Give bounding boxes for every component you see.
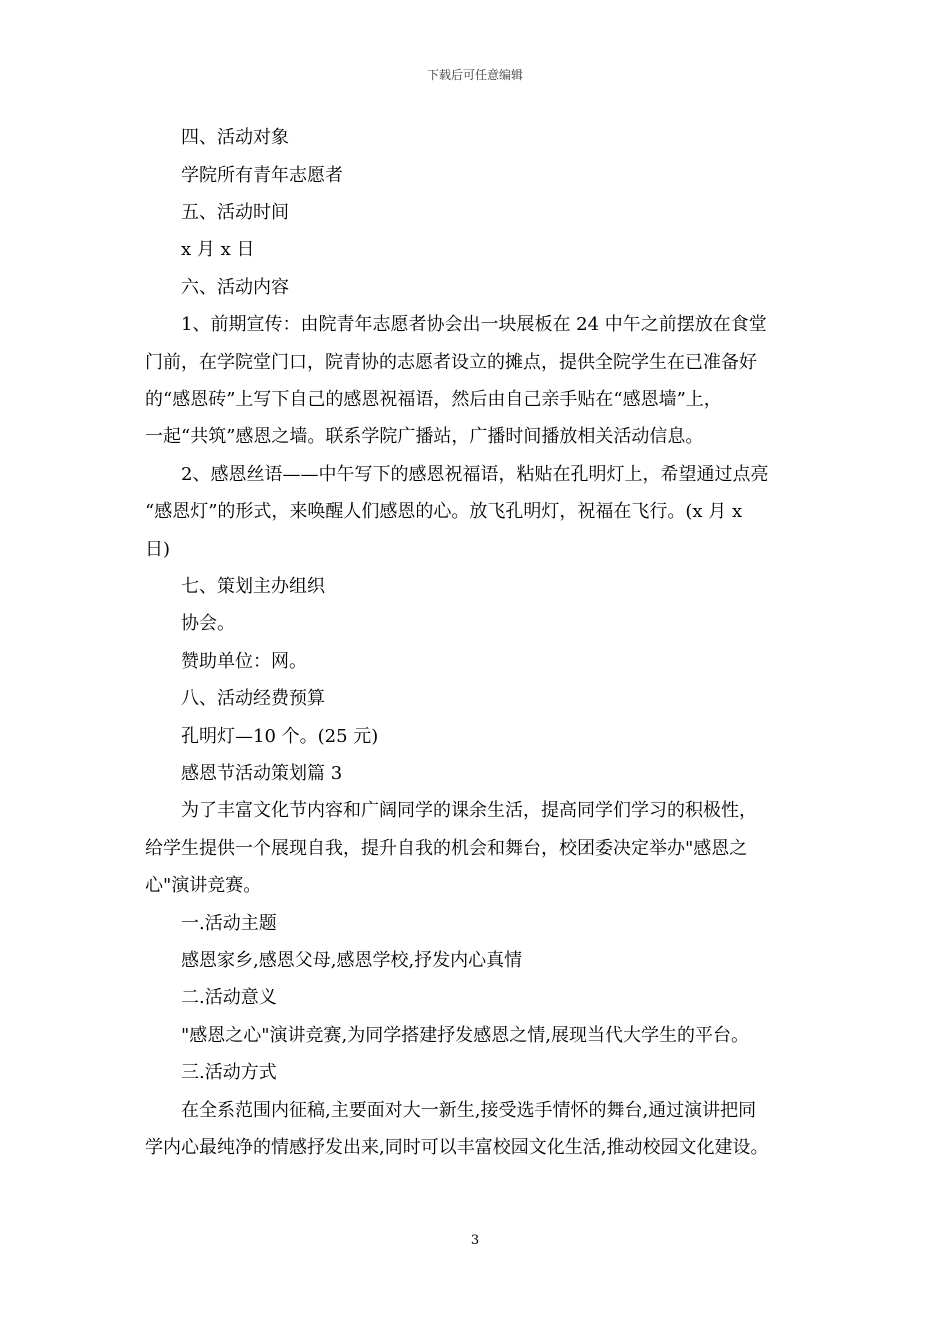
section-text: "感恩之心"演讲竞赛,为同学搭建抒发感恩之情,展现当代大学生的平台。: [181, 1025, 749, 1046]
paragraph-line: “感恩灯”的形式，来唤醒人们感恩的心。放飞孔明灯，祝福在飞行。(x 月 x: [145, 501, 743, 522]
paragraph-line: 2、感恩丝语——中午写下的感恩祝福语，粘贴在孔明灯上，希望通过点亮: [181, 464, 769, 485]
paragraph-line: 在全系范围内征稿,主要面对大一新生,接受选手情怀的舞台,通过演讲把同: [181, 1100, 757, 1121]
paragraph-line: 心"演讲竞赛。: [145, 875, 262, 896]
section-text: 协会。: [181, 613, 235, 634]
section-text: 学院所有青年志愿者: [181, 165, 343, 186]
paragraph-line: 的“感恩砖”上写下自己的感恩祝福语，然后由自己亲手贴在“感恩墙”上，: [145, 389, 722, 410]
page-header-note: 下载后可任意编辑: [426, 68, 523, 82]
section-heading: 五、活动时间: [181, 202, 289, 223]
section-heading: 一.活动主题: [181, 913, 277, 934]
section-heading: 二.活动意义: [181, 987, 277, 1008]
section-heading: 八、活动经费预算: [181, 688, 325, 709]
section-text: 孔明灯—10 个。(25 元): [181, 726, 379, 747]
paragraph-line: 日): [145, 539, 171, 560]
section-heading: 四、活动对象: [181, 127, 289, 148]
part-title: 感恩节活动策划篇 3: [181, 763, 343, 784]
paragraph-line: 学内心最纯净的情感抒发出来,同时可以丰富校园文化生活,推动校园文化建设。: [145, 1137, 769, 1158]
section-heading: 七、策划主办组织: [181, 576, 325, 597]
section-heading: 三.活动方式: [181, 1062, 277, 1083]
paragraph-line: 1、前期宣传：由院青年志愿者协会出一块展板在 24 中午之前摆放在食堂: [181, 314, 767, 335]
section-heading: 六、活动内容: [181, 277, 289, 298]
paragraph-line: 一起“共筑”感恩之墙。联系学院广播站，广播时间播放相关活动信息。: [145, 426, 704, 447]
section-text: x 月 x 日: [181, 239, 255, 260]
page-number: 3: [470, 1233, 480, 1248]
paragraph-line: 为了丰富文化节内容和广阔同学的课余生活，提高同学们学习的积极性，: [181, 800, 757, 821]
section-text: 感恩家乡,感恩父母,感恩学校,抒发内心真情: [181, 950, 523, 971]
paragraph-line: 门前，在学院堂门口，院青协的志愿者设立的摊点，提供全院学生在已准备好: [145, 352, 757, 373]
paragraph-line: 给学生提供一个展现自我，提升自我的机会和舞台，校团委决定举办"感恩之: [145, 838, 748, 859]
section-text: 赞助单位：网。: [181, 651, 307, 672]
